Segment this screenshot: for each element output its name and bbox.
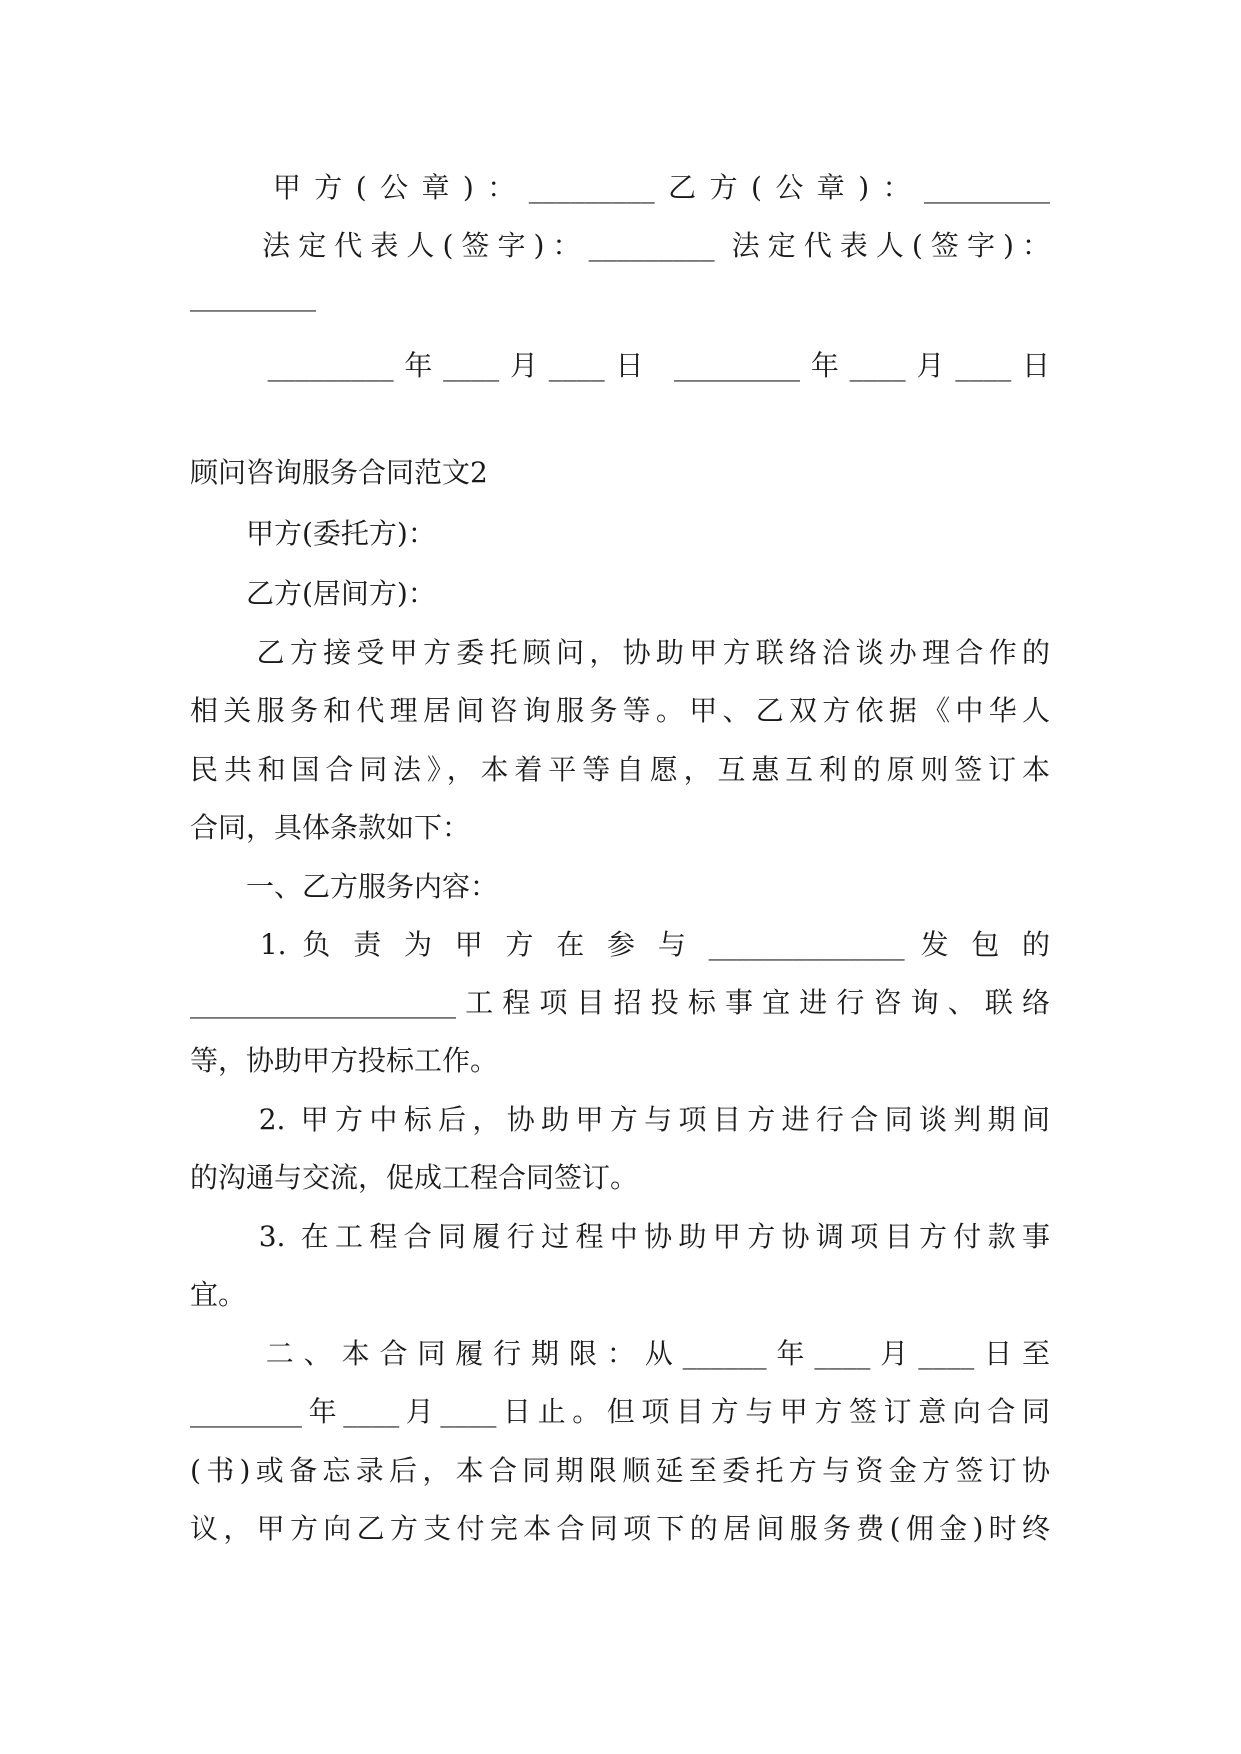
paragraph-line: 3. 在工程合同履行过程中协助甲方协调项目方付款事 <box>190 1220 1050 1253</box>
clause-heading: 二、本合同履行期限：从______年____月____日至 <box>190 1337 1050 1370</box>
paragraph-line: 议，甲方向乙方支付完本合同项下的居间服务费(佣金)时终 <box>190 1512 1050 1545</box>
signature-line-seal: 甲方(公章)：_________乙方(公章)：_________ <box>190 171 1050 204</box>
paragraph-line: 合同，具体条款如下： <box>190 811 471 844</box>
paragraph-line: 的沟通与交流，促成工程合同签订。 <box>190 1161 639 1194</box>
paragraph-line: 民共和国合同法》，本着平等自愿，互惠互利的原则签订本 <box>190 753 1050 786</box>
paragraph-line: ________年____月____日止。但项目方与甲方签订意向合同 <box>190 1395 1050 1428</box>
paragraph-line: 等，协助甲方投标工作。 <box>190 1044 499 1077</box>
party-b-line: 乙方(居间方)： <box>190 577 436 610</box>
paragraph-line: ___________________工程项目招投标事宜进行咨询、联络 <box>190 986 1050 1019</box>
clause-heading: 一、乙方服务内容： <box>190 870 499 903</box>
paragraph-line: 乙方接受甲方委托顾问，协助甲方联络洽谈办理合作的 <box>190 636 1050 669</box>
paragraph-line: (书)或备忘录后，本合同期限顺延至委托方与资金方签订协 <box>190 1454 1050 1487</box>
paragraph-line: 相关服务和代理居间咨询服务等。甲、乙双方依据《中华人 <box>190 694 1050 727</box>
paragraph-line: 2. 甲方中标后，协助甲方与项目方进行合同谈判期间 <box>190 1103 1050 1136</box>
signature-line-representative: 法定代表人(签字)：_________ 法定代表人(签字)： <box>190 229 1050 262</box>
paragraph-line: 宜。 <box>190 1278 247 1311</box>
party-a-line: 甲方(委托方)： <box>190 517 436 550</box>
signature-line-date: _________年____月____日 _________年____月____日 <box>190 349 1050 382</box>
paragraph-line: 1. 负 责 为 甲 方 在 参 与 ______________ 发 包 的 <box>190 928 1050 961</box>
signature-line-blank: _________ <box>190 279 316 312</box>
section-title: 顾问咨询服务合同范文2 <box>190 456 488 489</box>
